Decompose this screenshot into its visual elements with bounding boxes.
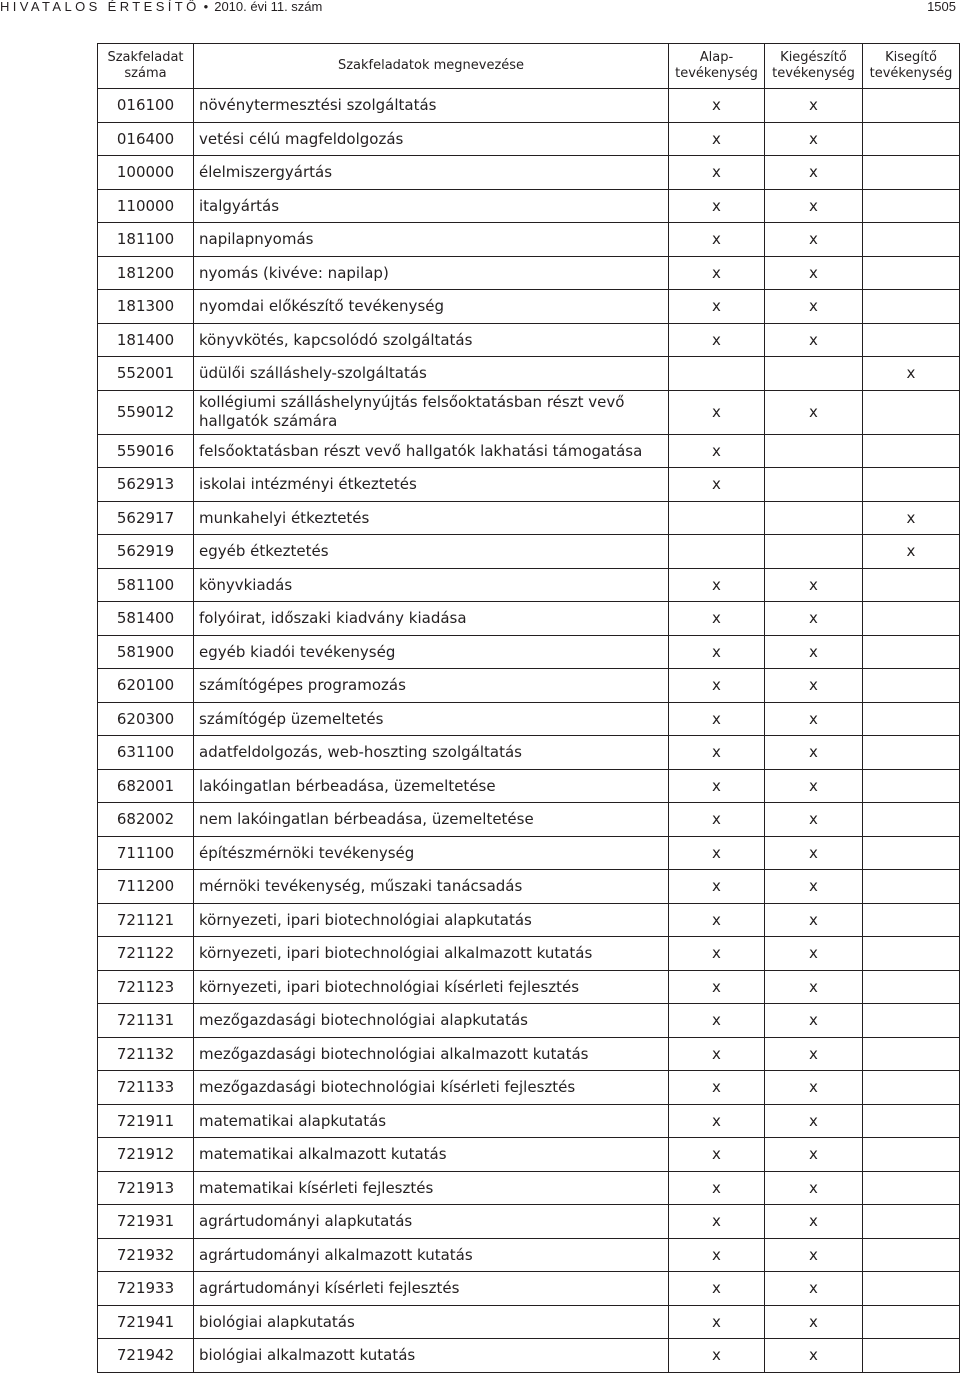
column-header-code <box>98 44 194 89</box>
activity-name-cell: vetési célú magfeldolgozás <box>194 122 669 156</box>
activity-name-cell: könyvkiadás <box>194 568 669 602</box>
code-cell: 721131 <box>98 1004 194 1038</box>
table-row <box>98 89 960 123</box>
kieg-mark-cell: x <box>765 156 863 190</box>
running-head <box>0 0 322 14</box>
table-row <box>98 434 960 468</box>
alap-mark-cell: x <box>669 223 765 257</box>
table-row <box>98 769 960 803</box>
kiseg-mark-cell <box>863 223 960 257</box>
column-header-name <box>194 44 669 89</box>
header-line: Kiegészítő <box>780 50 847 65</box>
header-line: Kisegítő <box>885 50 937 65</box>
kieg-mark-cell <box>765 468 863 502</box>
alap-mark-cell: x <box>669 89 765 123</box>
alap-mark-cell: x <box>669 256 765 290</box>
activity-name-cell: számítógép üzemeltetés <box>194 702 669 736</box>
kiseg-mark-cell <box>863 669 960 703</box>
alap-mark-cell: x <box>669 1037 765 1071</box>
publication-title: HIVATALOS ÉRTESÍTŐ <box>0 0 200 14</box>
kiseg-mark-cell <box>863 189 960 223</box>
alap-mark-cell: x <box>669 903 765 937</box>
kiseg-mark-cell <box>863 468 960 502</box>
alap-mark-cell: x <box>669 1104 765 1138</box>
kiseg-mark-cell <box>863 937 960 971</box>
table-row <box>98 468 960 502</box>
alap-mark-cell: x <box>669 602 765 636</box>
activity-name-cell: felsőoktatásban részt vevő hallgatók lakhatási támogatása <box>194 434 669 468</box>
table-row <box>98 323 960 357</box>
kiseg-mark-cell <box>863 390 960 434</box>
kieg-mark-cell: x <box>765 223 863 257</box>
kiseg-mark-cell <box>863 870 960 904</box>
activity-table <box>97 43 960 1373</box>
kieg-mark-cell: x <box>765 1004 863 1038</box>
code-cell: 581900 <box>98 635 194 669</box>
table-row <box>98 1138 960 1172</box>
kieg-mark-cell: x <box>765 702 863 736</box>
header-line: Alap- <box>699 50 734 65</box>
kieg-mark-cell: x <box>765 256 863 290</box>
activity-name-cell: nyomdai előkészítő tevékenység <box>194 290 669 324</box>
kieg-mark-cell: x <box>765 122 863 156</box>
kieg-mark-cell: x <box>765 803 863 837</box>
kieg-mark-cell: x <box>765 669 863 703</box>
kieg-mark-cell: x <box>765 568 863 602</box>
table-row <box>98 870 960 904</box>
code-cell: 581100 <box>98 568 194 602</box>
table-row <box>98 803 960 837</box>
header-line: Szakfeladat <box>107 50 184 65</box>
alap-mark-cell: x <box>669 1205 765 1239</box>
header-line: tevékenység <box>772 66 855 81</box>
alap-mark-cell: x <box>669 122 765 156</box>
page-header <box>0 0 960 20</box>
table-row <box>98 290 960 324</box>
code-cell: 711100 <box>98 836 194 870</box>
table-row <box>98 1205 960 1239</box>
kiseg-mark-cell <box>863 836 960 870</box>
code-cell: 562913 <box>98 468 194 502</box>
activity-name-cell: könyvkötés, kapcsolódó szolgáltatás <box>194 323 669 357</box>
table-row <box>98 1037 960 1071</box>
kieg-mark-cell: x <box>765 290 863 324</box>
kiseg-mark-cell <box>863 1138 960 1172</box>
separator-dot: • <box>203 0 209 14</box>
table-row <box>98 1339 960 1373</box>
code-cell: 620300 <box>98 702 194 736</box>
kieg-mark-cell: x <box>765 1205 863 1239</box>
activity-name-cell: nyomás (kivéve: napilap) <box>194 256 669 290</box>
table-row <box>98 635 960 669</box>
kiseg-mark-cell <box>863 903 960 937</box>
activity-name-cell: mérnöki tevékenység, műszaki tanácsadás <box>194 870 669 904</box>
activity-name-cell: iskolai intézményi étkeztetés <box>194 468 669 502</box>
activity-name-cell: matematikai kísérleti fejlesztés <box>194 1171 669 1205</box>
activity-name-cell: biológiai alapkutatás <box>194 1305 669 1339</box>
activity-name-cell: agrártudományi alkalmazott kutatás <box>194 1238 669 1272</box>
table-row <box>98 937 960 971</box>
alap-mark-cell: x <box>669 970 765 1004</box>
alap-mark-cell <box>669 501 765 535</box>
kiseg-mark-cell <box>863 256 960 290</box>
code-cell: 110000 <box>98 189 194 223</box>
activity-name-cell: mezőgazdasági biotechnológiai alapkutatás <box>194 1004 669 1038</box>
table-row <box>98 836 960 870</box>
kieg-mark-cell: x <box>765 937 863 971</box>
kieg-mark-cell: x <box>765 323 863 357</box>
code-cell: 721132 <box>98 1037 194 1071</box>
alap-mark-cell: x <box>669 189 765 223</box>
activity-name-cell: nem lakóingatlan bérbeadása, üzemeltetése <box>194 803 669 837</box>
code-cell: 721121 <box>98 903 194 937</box>
table-row <box>98 189 960 223</box>
table-row <box>98 156 960 190</box>
kiseg-mark-cell: x <box>863 535 960 569</box>
kieg-mark-cell: x <box>765 89 863 123</box>
code-cell: 721912 <box>98 1138 194 1172</box>
column-header-kieg <box>765 44 863 89</box>
table-row <box>98 256 960 290</box>
alap-mark-cell: x <box>669 635 765 669</box>
kiseg-mark-cell <box>863 970 960 1004</box>
kieg-mark-cell: x <box>765 1071 863 1105</box>
alap-mark-cell: x <box>669 870 765 904</box>
alap-mark-cell: x <box>669 1138 765 1172</box>
code-cell: 552001 <box>98 357 194 391</box>
code-cell: 620100 <box>98 669 194 703</box>
kiseg-mark-cell <box>863 1238 960 1272</box>
alap-mark-cell: x <box>669 803 765 837</box>
alap-mark-cell: x <box>669 568 765 602</box>
kieg-mark-cell: x <box>765 970 863 1004</box>
kiseg-mark-cell <box>863 803 960 837</box>
kiseg-mark-cell <box>863 736 960 770</box>
table-row <box>98 501 960 535</box>
code-cell: 181300 <box>98 290 194 324</box>
kieg-mark-cell: x <box>765 635 863 669</box>
kiseg-mark-cell: x <box>863 501 960 535</box>
code-cell: 181100 <box>98 223 194 257</box>
kieg-mark-cell: x <box>765 1272 863 1306</box>
header-line: tevékenység <box>675 66 758 81</box>
table-row <box>98 122 960 156</box>
table-row <box>98 903 960 937</box>
alap-mark-cell: x <box>669 1272 765 1306</box>
kiseg-mark-cell <box>863 602 960 636</box>
table-row <box>98 702 960 736</box>
code-cell: 181400 <box>98 323 194 357</box>
kiseg-mark-cell <box>863 323 960 357</box>
page-number: 1505 <box>927 0 956 14</box>
activity-name-cell: matematikai alapkutatás <box>194 1104 669 1138</box>
activity-name-cell: napilapnyomás <box>194 223 669 257</box>
kieg-mark-cell: x <box>765 390 863 434</box>
alap-mark-cell <box>669 357 765 391</box>
activity-name-cell: építészmérnöki tevékenység <box>194 836 669 870</box>
table-row <box>98 568 960 602</box>
kiseg-mark-cell <box>863 1037 960 1071</box>
alap-mark-cell: x <box>669 702 765 736</box>
table-row <box>98 1104 960 1138</box>
kieg-mark-cell <box>765 357 863 391</box>
activity-name-cell: egyéb kiadói tevékenység <box>194 635 669 669</box>
kiseg-mark-cell <box>863 1272 960 1306</box>
alap-mark-cell: x <box>669 836 765 870</box>
kiseg-mark-cell <box>863 1339 960 1373</box>
code-cell: 721933 <box>98 1272 194 1306</box>
table-body <box>98 89 960 1373</box>
kieg-mark-cell: x <box>765 1305 863 1339</box>
code-cell: 100000 <box>98 156 194 190</box>
table-header-row <box>98 44 960 89</box>
code-cell: 562917 <box>98 501 194 535</box>
activity-name-cell: egyéb étkeztetés <box>194 535 669 569</box>
code-cell: 721122 <box>98 937 194 971</box>
column-header-alap <box>669 44 765 89</box>
code-cell: 721932 <box>98 1238 194 1272</box>
column-header-kiseg <box>863 44 960 89</box>
kieg-mark-cell: x <box>765 870 863 904</box>
kieg-mark-cell: x <box>765 769 863 803</box>
kieg-mark-cell <box>765 535 863 569</box>
kiseg-mark-cell <box>863 1071 960 1105</box>
alap-mark-cell: x <box>669 434 765 468</box>
alap-mark-cell: x <box>669 390 765 434</box>
kiseg-mark-cell <box>863 122 960 156</box>
table-row <box>98 357 960 391</box>
alap-mark-cell: x <box>669 290 765 324</box>
table-row <box>98 1004 960 1038</box>
kiseg-mark-cell <box>863 290 960 324</box>
kieg-mark-cell: x <box>765 736 863 770</box>
activity-name-cell: agrártudományi kísérleti fejlesztés <box>194 1272 669 1306</box>
activity-name-cell: üdülői szálláshely-szolgáltatás <box>194 357 669 391</box>
activity-name-cell: környezeti, ipari biotechnológiai alkalmazott kutatás <box>194 937 669 971</box>
alap-mark-cell: x <box>669 1071 765 1105</box>
activity-name-cell: élelmiszergyártás <box>194 156 669 190</box>
kieg-mark-cell: x <box>765 602 863 636</box>
code-cell: 181200 <box>98 256 194 290</box>
code-cell: 559016 <box>98 434 194 468</box>
table-row <box>98 1071 960 1105</box>
activity-name-cell: kollégiumi szálláshelynyújtás felsőoktatásban részt vevő hallgatók számára <box>194 390 669 434</box>
alap-mark-cell: x <box>669 1004 765 1038</box>
kiseg-mark-cell <box>863 156 960 190</box>
activity-name-cell: matematikai alkalmazott kutatás <box>194 1138 669 1172</box>
activity-name-cell: munkahelyi étkeztetés <box>194 501 669 535</box>
kieg-mark-cell: x <box>765 1339 863 1373</box>
kieg-mark-cell: x <box>765 1238 863 1272</box>
kieg-mark-cell <box>765 501 863 535</box>
activity-name-cell: italgyártás <box>194 189 669 223</box>
alap-mark-cell: x <box>669 1305 765 1339</box>
kieg-mark-cell: x <box>765 1138 863 1172</box>
kieg-mark-cell: x <box>765 1104 863 1138</box>
table-row <box>98 669 960 703</box>
kieg-mark-cell: x <box>765 1171 863 1205</box>
code-cell: 721133 <box>98 1071 194 1105</box>
activity-name-cell: mezőgazdasági biotechnológiai kísérleti fejlesztés <box>194 1071 669 1105</box>
kiseg-mark-cell <box>863 89 960 123</box>
kieg-mark-cell: x <box>765 836 863 870</box>
kiseg-mark-cell <box>863 1104 960 1138</box>
code-cell: 721911 <box>98 1104 194 1138</box>
code-cell: 581400 <box>98 602 194 636</box>
alap-mark-cell <box>669 535 765 569</box>
activity-name-cell: folyóirat, időszaki kiadvány kiadása <box>194 602 669 636</box>
table-row <box>98 1238 960 1272</box>
kiseg-mark-cell: x <box>863 357 960 391</box>
table-row <box>98 535 960 569</box>
table-row <box>98 223 960 257</box>
code-cell: 682001 <box>98 769 194 803</box>
kiseg-mark-cell <box>863 769 960 803</box>
kiseg-mark-cell <box>863 568 960 602</box>
activity-name-cell: agrártudományi alapkutatás <box>194 1205 669 1239</box>
table-row <box>98 1171 960 1205</box>
alap-mark-cell: x <box>669 1339 765 1373</box>
kiseg-mark-cell <box>863 702 960 736</box>
header-line: Szakfeladatok megnevezése <box>337 58 525 73</box>
kiseg-mark-cell <box>863 1004 960 1038</box>
activity-name-cell: biológiai alkalmazott kutatás <box>194 1339 669 1373</box>
alap-mark-cell: x <box>669 937 765 971</box>
code-cell: 721941 <box>98 1305 194 1339</box>
alap-mark-cell: x <box>669 156 765 190</box>
header-line: száma <box>124 66 167 81</box>
table-row <box>98 1272 960 1306</box>
code-cell: 559012 <box>98 390 194 434</box>
code-cell: 721942 <box>98 1339 194 1373</box>
kieg-mark-cell: x <box>765 1037 863 1071</box>
kiseg-mark-cell <box>863 1171 960 1205</box>
kiseg-mark-cell <box>863 635 960 669</box>
activity-name-cell: adatfeldolgozás, web-hoszting szolgáltatás <box>194 736 669 770</box>
code-cell: 631100 <box>98 736 194 770</box>
alap-mark-cell: x <box>669 1238 765 1272</box>
activity-name-cell: mezőgazdasági biotechnológiai alkalmazott kutatás <box>194 1037 669 1071</box>
code-cell: 682002 <box>98 803 194 837</box>
table-row <box>98 390 960 434</box>
code-cell: 721931 <box>98 1205 194 1239</box>
alap-mark-cell: x <box>669 769 765 803</box>
code-cell: 562919 <box>98 535 194 569</box>
alap-mark-cell: x <box>669 736 765 770</box>
alap-mark-cell: x <box>669 468 765 502</box>
kieg-mark-cell: x <box>765 189 863 223</box>
code-cell: 721913 <box>98 1171 194 1205</box>
alap-mark-cell: x <box>669 669 765 703</box>
activity-name-cell: környezeti, ipari biotechnológiai kísérleti fejlesztés <box>194 970 669 1004</box>
kieg-mark-cell: x <box>765 903 863 937</box>
kiseg-mark-cell <box>863 1205 960 1239</box>
kieg-mark-cell <box>765 434 863 468</box>
kiseg-mark-cell <box>863 1305 960 1339</box>
table-row <box>98 736 960 770</box>
alap-mark-cell: x <box>669 323 765 357</box>
issue-label: 2010. évi 11. szám <box>214 0 323 14</box>
alap-mark-cell: x <box>669 1171 765 1205</box>
code-cell: 016100 <box>98 89 194 123</box>
kiseg-mark-cell <box>863 434 960 468</box>
table-row <box>98 1305 960 1339</box>
code-cell: 016400 <box>98 122 194 156</box>
activity-name-cell: lakóingatlan bérbeadása, üzemeltetése <box>194 769 669 803</box>
code-cell: 721123 <box>98 970 194 1004</box>
code-cell: 711200 <box>98 870 194 904</box>
table-row <box>98 970 960 1004</box>
table-row <box>98 602 960 636</box>
activity-name-cell: környezeti, ipari biotechnológiai alapkutatás <box>194 903 669 937</box>
header-line: tevékenység <box>869 66 953 81</box>
activity-name-cell: számítógépes programozás <box>194 669 669 703</box>
activity-name-cell: növénytermesztési szolgáltatás <box>194 89 669 123</box>
